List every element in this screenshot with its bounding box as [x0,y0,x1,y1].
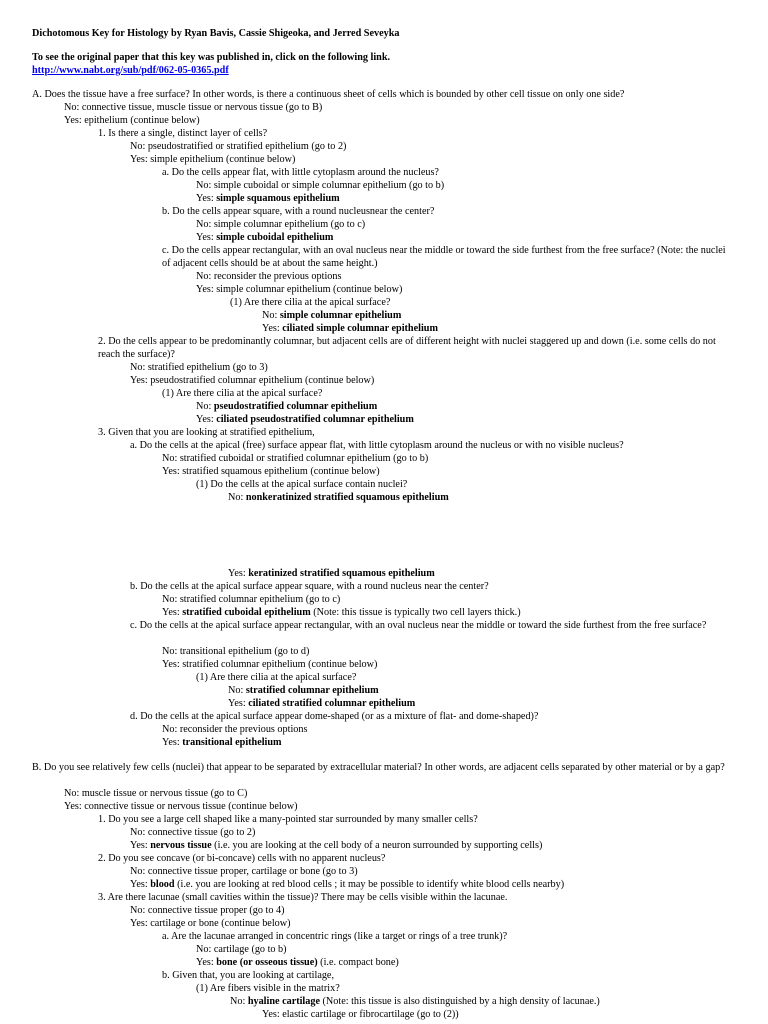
question-b3a: a. Are the lacunae arranged in concentric rings (like a target or rings of a tree trunk)? [162,931,508,942]
question-b3b1: (1) Are fibers visible in the matrix? [196,983,340,994]
answer-yes-result: Yes: bone (or osseous tissue) (i.e. compact bone) [196,957,399,968]
answer-yes: Yes: connective tissue or nervous tissue (continue below) [64,801,298,812]
answer-no: No: connective tissue (go to 2) [130,827,256,838]
tissue-result: simple cuboidal epithelium [216,232,334,243]
question-a2-1: (1) Are there cilia at the apical surface? [162,388,323,399]
question-a3c1: (1) Are there cilia at the apical surface? [196,672,357,683]
tissue-result: transitional epithelium [182,737,282,748]
question-a3c: c. Do the cells at the apical surface appear rectangular, with an oval nucleus near the middle or toward the side furthest from the free surface? [130,620,707,631]
answer-no: No: transitional epithelium (go to d) [162,646,310,657]
tissue-result: nervous tissue [150,840,212,851]
tissue-result: ciliated simple columnar epithelium [282,323,438,334]
question-a: A. Does the tissue have a free surface? In other words, is there a continuous sheet of cells which is bounded by other cell tissue on only one side? [32,89,625,100]
question-a3a1: (1) Do the cells at the apical surface contain nuclei? [196,479,408,490]
question-a1c1: (1) Are there cilia at the apical surface? [230,297,391,308]
answer-no: No: connective tissue, muscle tissue or nervous tissue (go to B) [64,102,323,113]
answer-yes: Yes: epithelium (continue below) [64,115,200,126]
question-a1c: c. Do the cells appear rectangular, with an oval nucleus near the middle or toward the side furthest from the free surface? (Note: the nuclei of adjacent cells should be at about the same height.) [162,245,726,269]
tissue-result: keratinized stratified squamous epithelium [248,568,435,579]
tissue-result: blood [150,879,175,890]
answer-no: No: reconsider the previous options [196,271,342,282]
question-a1b: b. Do the cells appear square, with a round nucleusnear the center? [162,206,435,217]
paper-link[interactable]: http://www.nabt.org/sub/pdf/062-05-0365.pdf [32,65,229,76]
answer-no: No: pseudostratified or stratified epithelium (go to 2) [130,141,347,152]
answer-yes: Yes: cartilage or bone (continue below) [130,918,291,929]
answer-no: No: stratified columnar epithelium (go to c) [162,594,341,605]
answer-no-result: No: pseudostratified columnar epithelium [196,401,378,412]
tissue-result: hyaline cartilage [247,996,320,1007]
tissue-result: simple squamous epithelium [216,193,340,204]
answer-yes-result: Yes: ciliated simple columnar epithelium [262,323,438,334]
tissue-result: nonkeratinized stratified squamous epithelium [245,492,449,503]
tissue-result: ciliated stratified columnar epithelium [248,698,416,709]
answer-yes-result: Yes: keratinized stratified squamous epithelium [228,568,435,579]
question-b: B. Do you see relatively few cells (nuclei) that appear to be separated by extracellular material? In other words, are adjacent cells separated by other material or by a gap? [32,762,725,773]
answer-no: No: cartilage (go to b) [196,944,287,955]
answer-no: No: muscle tissue or nervous tissue (go to C) [64,788,248,799]
answer-no-result: No: hyaline cartilage (Note: this tissue is also distinguished by a high density of lacunae.) [230,996,600,1007]
answer-no-result: No: simple columnar epithelium [262,310,402,321]
answer-yes-result: Yes: ciliated pseudostratified columnar epithelium [196,414,414,425]
answer-yes-result: Yes: nervous tissue (i.e. you are looking at the cell body of a neuron surrounded by supporting cells) [130,840,543,851]
document-title: Dichotomous Key for Histology by Ryan Bavis, Cassie Shigeoka, and Jerred Seveyka [32,28,400,39]
tissue-result: bone (or osseous tissue) [216,957,318,968]
answer-yes-result: Yes: transitional epithelium [162,737,282,748]
answer-yes-result: Yes: simple squamous epithelium [196,193,340,204]
question-b2: 2. Do you see concave (or bi-concave) cells with no apparent nucleus? [98,853,386,864]
answer-yes: Yes: stratified squamous epithelium (continue below) [162,466,380,477]
question-a1a: a. Do the cells appear flat, with little cytoplasm around the nucleus? [162,167,439,178]
answer-yes: Yes: elastic cartilage or fibrocartilage (go to (2)) [262,1009,459,1020]
tissue-result: stratified columnar epithelium [245,685,379,696]
answer-no: No: simple cuboidal or simple columnar epithelium (go to b) [196,180,445,191]
answer-no-result: No: nonkeratinized stratified squamous epithelium [228,492,449,503]
answer-no: No: reconsider the previous options [162,724,308,735]
answer-no: No: simple columnar epithelium (go to c) [196,219,366,230]
question-b3: 3. Are there lacunae (small cavities within the tissue)? There may be cells visible within the lacunae. [98,892,508,903]
tissue-result: stratified cuboidal epithelium [182,607,311,618]
question-a3a: a. Do the cells at the apical (free) surface appear flat, with little cytoplasm around the nucleus or with no visible nucleus? [130,440,624,451]
link-intro: To see the original paper that this key was published in, click on the following link. [32,52,391,63]
tissue-result: simple columnar epithelium [279,310,402,321]
answer-yes-result: Yes: stratified cuboidal epithelium (Note: this tissue is typically two cell layers thick.) [162,607,521,618]
answer-yes-result: Yes: ciliated stratified columnar epithelium [228,698,416,709]
answer-no: No: stratified cuboidal or stratified columnar epithelium (go to b) [162,453,429,464]
answer-yes-result: Yes: simple cuboidal epithelium [196,232,334,243]
answer-no: No: connective tissue proper, cartilage or bone (go to 3) [130,866,358,877]
answer-yes: Yes: pseudostratified columnar epithelium (continue below) [130,375,375,386]
answer-no: No: connective tissue proper (go to 4) [130,905,285,916]
answer-yes-result: Yes: blood (i.e. you are looking at red blood cells ; it may be possible to identify white blood cells nearby) [130,879,565,890]
answer-yes: Yes: stratified columnar epithelium (continue below) [162,659,378,670]
question-a3b: b. Do the cells at the apical surface appear square, with a round nucleus near the center? [130,581,489,592]
answer-yes: Yes: simple epithelium (continue below) [130,154,296,165]
question-a3: 3. Given that you are looking at stratified epithelium, [98,427,315,438]
question-a2: 2. Do the cells appear to be predominantly columnar, but adjacent cells are of different height with nuclei staggered up and down (i.e. some cells do not reach the surface)? [98,336,716,360]
answer-no: No: stratified epithelium (go to 3) [130,362,268,373]
tissue-result: ciliated pseudostratified columnar epithelium [216,414,414,425]
answer-no-result: No: stratified columnar epithelium [228,685,379,696]
question-a1: 1. Is there a single, distinct layer of cells? [98,128,268,139]
tissue-result: pseudostratified columnar epithelium [213,401,378,412]
question-b3b: b. Given that, you are looking at cartilage, [162,970,334,981]
answer-yes: Yes: simple columnar epithelium (continue below) [196,284,403,295]
question-a3d: d. Do the cells at the apical surface appear dome-shaped (or as a mixture of flat- and dome-shaped)? [130,711,539,722]
question-b1: 1. Do you see a large cell shaped like a many-pointed star surrounded by many smaller cells? [98,814,478,825]
